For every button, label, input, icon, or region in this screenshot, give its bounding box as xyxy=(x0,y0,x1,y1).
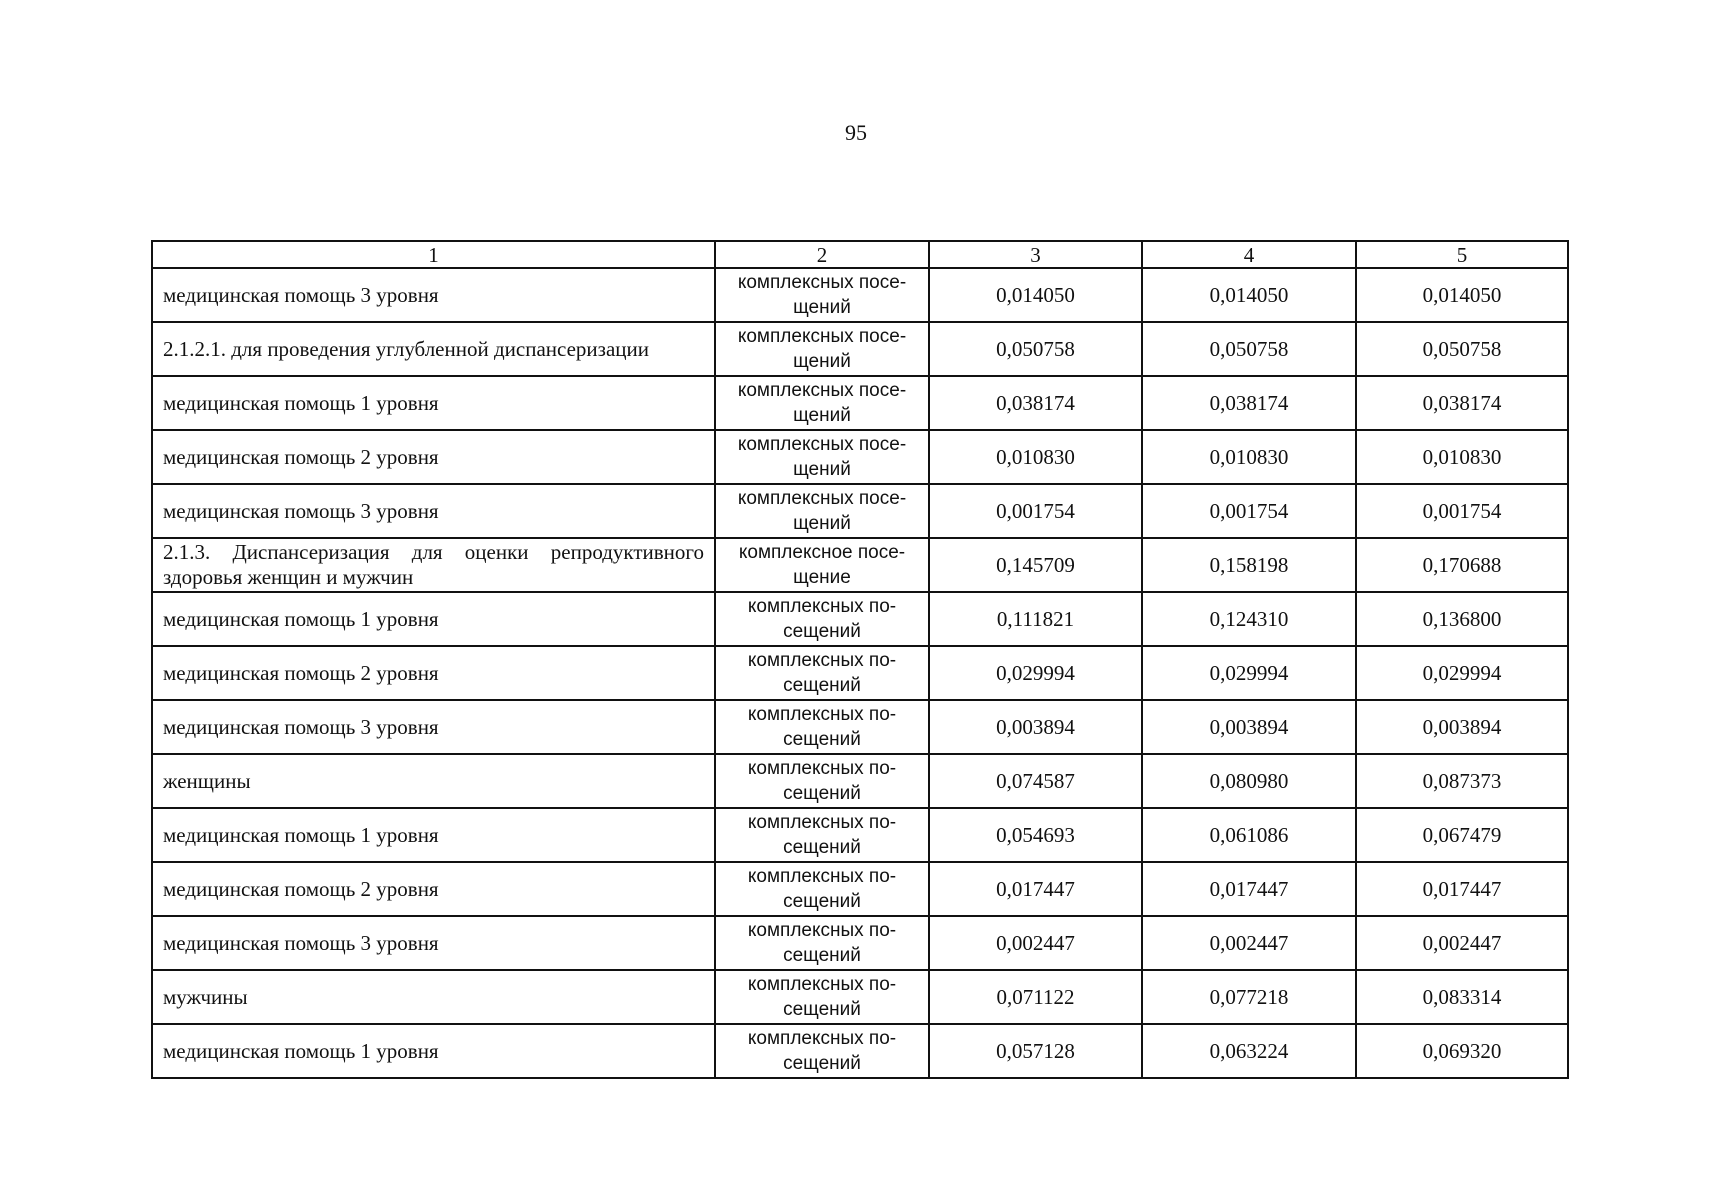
unit-line-1: комплексное посе- xyxy=(738,542,906,563)
indicator-name: медицинская помощь 1 уровня xyxy=(152,592,715,646)
value-col-4: 0,014050 xyxy=(1142,268,1356,322)
table-row xyxy=(152,430,1568,484)
value-col-5: 0,038174 xyxy=(1356,376,1568,430)
value-col-5: 0,003894 xyxy=(1356,700,1568,754)
value-col-4: 0,002447 xyxy=(1142,916,1356,970)
indicator-name: медицинская помощь 1 уровня xyxy=(152,376,715,430)
unit-line-1: комплексных по- xyxy=(747,704,897,725)
unit-cell xyxy=(715,268,929,322)
value-col-5: 0,010830 xyxy=(1356,430,1568,484)
indicator-name: женщины xyxy=(152,754,715,808)
value-col-5: 0,087373 xyxy=(1356,754,1568,808)
value-col-3: 0,111821 xyxy=(929,592,1142,646)
value-col-5: 0,170688 xyxy=(1356,538,1568,592)
unit-line-2: щений xyxy=(793,513,851,534)
value-col-5: 0,017447 xyxy=(1356,862,1568,916)
unit-line-2: щение xyxy=(793,567,851,588)
unit-line-2: сещений xyxy=(783,1053,861,1074)
unit-line-1: комплексных по- xyxy=(747,974,897,995)
indicator-name: медицинская помощь 3 уровня xyxy=(152,268,715,322)
table-row xyxy=(152,376,1568,430)
value-col-4: 0,124310 xyxy=(1142,592,1356,646)
value-col-3: 0,029994 xyxy=(929,646,1142,700)
value-col-4: 0,050758 xyxy=(1142,322,1356,376)
unit-cell xyxy=(715,538,929,592)
value-col-3: 0,017447 xyxy=(929,862,1142,916)
indicator-name: медицинская помощь 3 уровня xyxy=(152,700,715,754)
unit-line-2: щений xyxy=(793,459,851,480)
unit-line-1: комплексных по- xyxy=(747,758,897,779)
unit-line-2: сещений xyxy=(783,945,861,966)
table-row xyxy=(152,862,1568,916)
indicator-name: медицинская помощь 3 уровня xyxy=(152,484,715,538)
value-col-4: 0,063224 xyxy=(1142,1024,1356,1078)
value-col-4: 0,003894 xyxy=(1142,700,1356,754)
value-col-4: 0,017447 xyxy=(1142,862,1356,916)
value-col-3: 0,038174 xyxy=(929,376,1142,430)
unit-cell xyxy=(715,754,929,808)
unit-line-2: сещений xyxy=(783,783,861,804)
unit-cell xyxy=(715,1024,929,1078)
unit-cell xyxy=(715,376,929,430)
value-col-4: 0,001754 xyxy=(1142,484,1356,538)
value-col-3: 0,010830 xyxy=(929,430,1142,484)
unit-cell xyxy=(715,430,929,484)
unit-cell xyxy=(715,700,929,754)
unit-cell xyxy=(715,862,929,916)
indicators-table xyxy=(151,240,1569,1079)
indicator-name: медицинская помощь 3 уровня xyxy=(152,916,715,970)
unit-line-1: комплексных по- xyxy=(747,812,897,833)
value-col-5: 0,014050 xyxy=(1356,268,1568,322)
table-row xyxy=(152,592,1568,646)
table-row xyxy=(152,268,1568,322)
unit-line-1: комплексных посе- xyxy=(737,326,907,347)
table-row xyxy=(152,754,1568,808)
indicator-name: медицинская помощь 2 уровня xyxy=(152,646,715,700)
indicator-name: 2.1.2.1. для проведения углубленной диспансеризации xyxy=(152,322,715,376)
unit-cell xyxy=(715,808,929,862)
unit-line-2: сещений xyxy=(783,837,861,858)
value-col-4: 0,029994 xyxy=(1142,646,1356,700)
column-header-1: 1 xyxy=(152,241,715,268)
unit-cell xyxy=(715,970,929,1024)
unit-line-1: комплексных по- xyxy=(747,1028,897,1049)
value-col-5: 0,083314 xyxy=(1356,970,1568,1024)
table-row xyxy=(152,1024,1568,1078)
unit-line-2: щений xyxy=(793,351,851,372)
table-row xyxy=(152,322,1568,376)
indicator-name: медицинская помощь 1 уровня xyxy=(152,808,715,862)
value-col-3: 0,074587 xyxy=(929,754,1142,808)
page-number: 95 xyxy=(845,120,867,145)
value-col-3: 0,050758 xyxy=(929,322,1142,376)
unit-line-2: сещений xyxy=(783,999,861,1020)
unit-line-1: комплексных по- xyxy=(747,650,897,671)
column-header-4: 4 xyxy=(1142,241,1356,268)
unit-line-2: щений xyxy=(793,297,851,318)
unit-line-2: сещений xyxy=(783,621,861,642)
value-col-5: 0,029994 xyxy=(1356,646,1568,700)
indicator-name: мужчины xyxy=(152,970,715,1024)
unit-line-1: комплексных посе- xyxy=(737,488,907,509)
unit-line-2: сещений xyxy=(783,675,861,696)
value-col-5: 0,069320 xyxy=(1356,1024,1568,1078)
value-col-4: 0,061086 xyxy=(1142,808,1356,862)
value-col-3: 0,071122 xyxy=(929,970,1142,1024)
value-col-3: 0,003894 xyxy=(929,700,1142,754)
unit-line-2: сещений xyxy=(783,891,861,912)
value-col-3: 0,002447 xyxy=(929,916,1142,970)
table-row xyxy=(152,538,1568,592)
column-header-3: 3 xyxy=(929,241,1142,268)
unit-line-1: комплексных по- xyxy=(747,596,897,617)
table-row xyxy=(152,646,1568,700)
value-col-3: 0,014050 xyxy=(929,268,1142,322)
value-col-4: 0,080980 xyxy=(1142,754,1356,808)
value-col-4: 0,077218 xyxy=(1142,970,1356,1024)
indicator-name: медицинская помощь 1 уровня xyxy=(152,1024,715,1078)
unit-cell xyxy=(715,484,929,538)
unit-cell xyxy=(715,322,929,376)
indicator-name: медицинская помощь 2 уровня xyxy=(152,430,715,484)
value-col-3: 0,054693 xyxy=(929,808,1142,862)
table-row xyxy=(152,808,1568,862)
unit-line-1: комплексных по- xyxy=(747,866,897,887)
table-row xyxy=(152,970,1568,1024)
unit-line-1: комплексных посе- xyxy=(737,434,907,455)
indicator-name: медицинская помощь 2 уровня xyxy=(152,862,715,916)
unit-cell xyxy=(715,592,929,646)
column-header-2: 2 xyxy=(715,241,929,268)
value-col-3: 0,057128 xyxy=(929,1024,1142,1078)
value-col-4: 0,158198 xyxy=(1142,538,1356,592)
table-row xyxy=(152,916,1568,970)
value-col-3: 0,145709 xyxy=(929,538,1142,592)
unit-line-2: щений xyxy=(793,405,851,426)
unit-line-2: сещений xyxy=(783,729,861,750)
unit-line-1: комплексных посе- xyxy=(737,272,907,293)
value-col-5: 0,002447 xyxy=(1356,916,1568,970)
value-col-5: 0,067479 xyxy=(1356,808,1568,862)
column-number-row xyxy=(152,241,1568,268)
value-col-4: 0,010830 xyxy=(1142,430,1356,484)
unit-line-1: комплексных посе- xyxy=(737,380,907,401)
unit-cell xyxy=(715,646,929,700)
unit-line-1: комплексных по- xyxy=(747,920,897,941)
value-col-5: 0,001754 xyxy=(1356,484,1568,538)
value-col-5: 0,050758 xyxy=(1356,322,1568,376)
column-header-5: 5 xyxy=(1356,241,1568,268)
table-row xyxy=(152,700,1568,754)
indicator-name: 2.1.3. Диспансеризация для оценки репродуктивного здоровья женщин и мужчин xyxy=(152,538,715,592)
unit-cell xyxy=(715,916,929,970)
value-col-5: 0,136800 xyxy=(1356,592,1568,646)
table-row xyxy=(152,484,1568,538)
value-col-3: 0,001754 xyxy=(929,484,1142,538)
value-col-4: 0,038174 xyxy=(1142,376,1356,430)
